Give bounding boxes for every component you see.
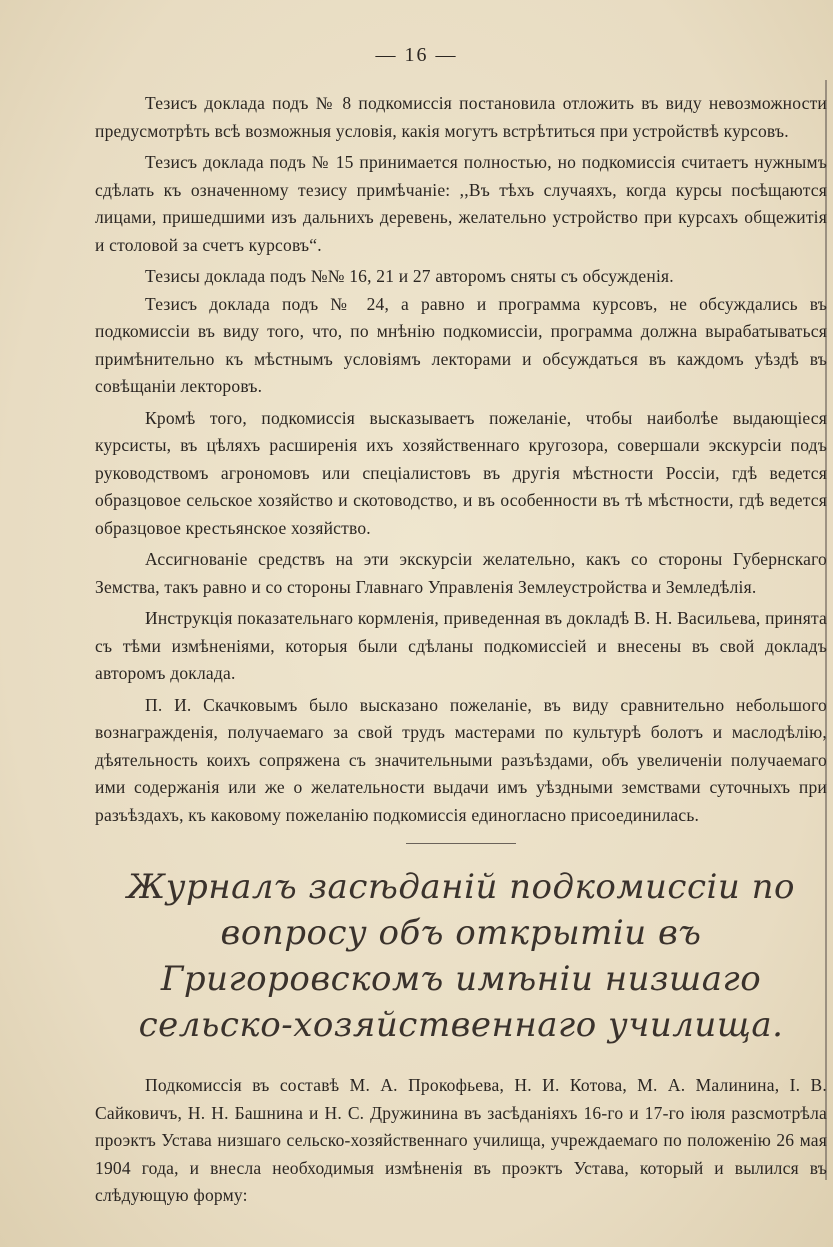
paragraph-subcommission: Подкомиссія въ составѣ М. А. Прокофьева, Н. И. Котова, М. А. Малинина, І. В. Сайковичъ, Н. Н. Башнина и Н. С. Дружинина въ засѣданіяхъ 16-го и 17-го іюля разсмотрѣла проэктъ Устава низшаго сельско-хозяйственнаго училища, учреждаемаго по положенію 26 мая 1904 года, и внесла необходимыя измѣненія въ проэктъ Устава, который и вылился въ слѣдующую форму: xyxy=(95,1075,827,1205)
paragraph-thesis-24: Тезисъ доклада подъ № 24, а равно и программа курсовъ, не обсуждались въ подкомиссіи въ виду того, что, по мнѣнію подкомиссіи, программа должна вырабатываться примѣнительно къ мѣстнымъ условіямъ лекторами и обсуждаться въ каждомъ уѣздѣ въ совѣщаніи лекторовъ. xyxy=(95,293,827,396)
paragraph-thesis-15: Тезисъ доклада подъ № 15 принимается полностью, но подкомиссія считаетъ нужнымъ сдѣлать къ означенному тезису примѣчаніе: ,,Въ тѣхъ случаяхъ, когда курсы посѣщаются лицами, пришедшими изъ дальнихъ деревень, желательно устройство при курсахъ общежитія и столовой за счетъ курсовъ“. xyxy=(95,152,827,255)
text-body xyxy=(95,90,827,1210)
paragraph-funding: Ассигнованіе средствъ на эти экскурсіи желательно, какъ со стороны Губернскаго Земства, такъ равно и со стороны Главнаго Управленія Землеустройства и Земледѣлія. xyxy=(95,549,827,597)
journal-title: Журналъ засѣданій подкомиссіи по вопросу объ открытіи въ Григоровскомъ имѣніи низшаго сельско-хозяйственнаго училища. xyxy=(127,867,795,1045)
paragraph-skachkov: П. И. Скачковымъ было высказано пожеланіе, въ виду сравнительно небольшого вознагражденія, получаемаго за свой трудъ мастерами по культурѣ болотъ и маслодѣлію, дѣятельность коихъ сопряжена съ значительными разъѣздами, объ увеличеніи получаемаго ими содержанія или же о желательности выдачи имъ уѣздными земствами суточныхъ при разъѣздахъ, къ каковому пожеланію подкомиссія единогласно присоединилась. xyxy=(95,694,827,825)
section-divider xyxy=(406,843,516,844)
page-number: — 16 — xyxy=(375,44,458,66)
paragraph-excursions: Кромѣ того, подкомиссія высказываетъ пожеланіе, чтобы наиболѣе выдающіеся курсисты, въ цѣляхъ расширенія ихъ хозяйственнаго кругозора, совершали экскурсіи подъ руководствомъ агрономовъ или спеціалистовъ въ другія мѣстности Россіи, гдѣ ведется образцовое сельское хозяйство и скотоводство, и въ особенности въ тѣ мѣстности, гдѣ ведется образцовое крестьянское хозяйство. xyxy=(95,407,827,538)
paragraph-theses-16-21-27: Тезисы доклада подъ №№ 16, 21 и 27 авторомъ сняты съ обсужденія. xyxy=(145,266,674,286)
paragraph-thesis-8: Тезисъ доклада подъ № 8 подкомиссія постановила отложить въ виду невозможности предусмотрѣть всѣ возможныя условія, какія могутъ встрѣтиться при устройствѣ курсовъ. xyxy=(95,93,827,141)
paragraph-feeding-instruction: Инструкція показательнаго кормленія, приведенная въ докладѣ В. Н. Васильева, принята съ тѣми измѣненіями, которыя были сдѣланы подкомиссіей и внесены въ свой докладъ авторомъ доклада. xyxy=(95,608,827,683)
